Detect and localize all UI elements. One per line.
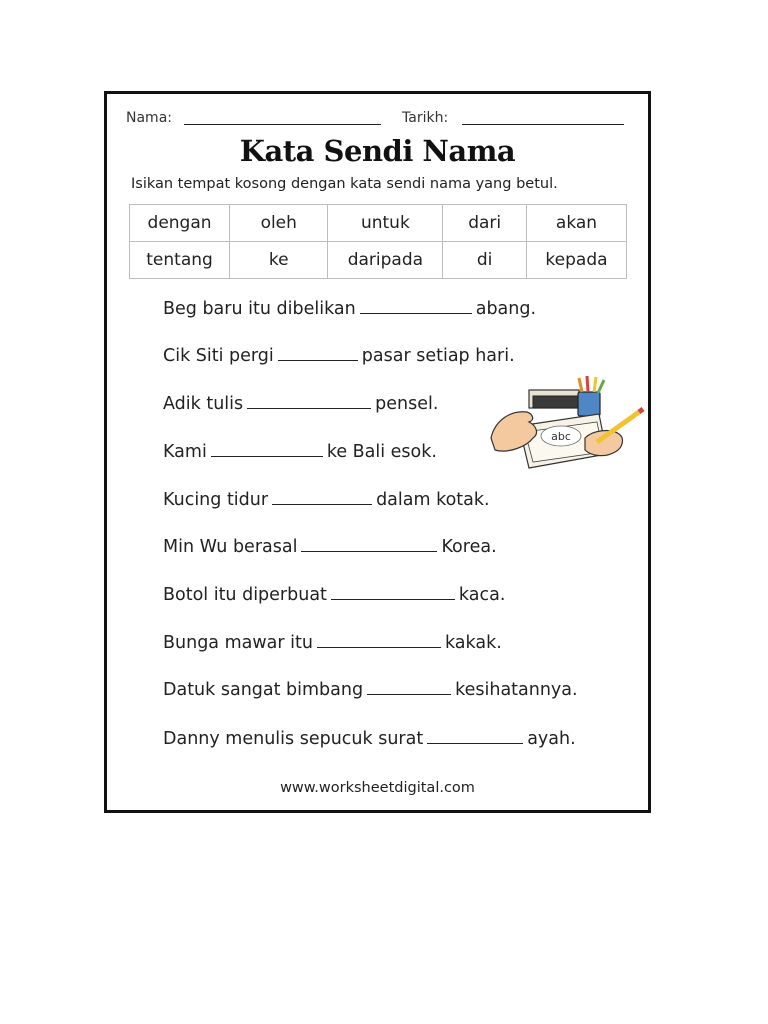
question-text-after: Korea. xyxy=(441,537,497,557)
answer-blank[interactable] xyxy=(427,728,523,744)
page-title: Kata Sendi Nama xyxy=(239,134,516,168)
answer-blank[interactable] xyxy=(211,441,323,457)
question-text-after: abang. xyxy=(475,299,537,319)
answer-blank[interactable] xyxy=(301,536,437,552)
date-label: Tarikh: xyxy=(402,110,449,126)
question-text-before: Min Wu berasal xyxy=(163,537,298,557)
word-bank-cell: dengan xyxy=(130,205,230,242)
word-bank-cell: kepada xyxy=(526,242,626,279)
answer-blank[interactable] xyxy=(272,489,372,505)
question-text-after: dalam kotak. xyxy=(376,490,490,510)
word-bank-cell: daripada xyxy=(328,242,443,279)
pencil-icon xyxy=(587,376,588,392)
answer-blank[interactable] xyxy=(247,393,371,409)
answer-blank[interactable] xyxy=(317,632,441,648)
word-bank-row xyxy=(130,242,627,279)
word-bank-cell: ke xyxy=(230,242,328,279)
question-text-before: Kucing tidur xyxy=(163,490,269,510)
question-text-before: Datuk sangat bimbang xyxy=(163,680,364,700)
answer-blank[interactable] xyxy=(278,345,358,361)
question-text-before: Cik Siti pergi xyxy=(163,346,274,366)
pencil-icon xyxy=(598,380,604,393)
worksheet xyxy=(104,91,651,813)
book-icon xyxy=(533,396,583,408)
answer-blank[interactable] xyxy=(331,584,455,600)
pencil-eraser xyxy=(639,409,643,412)
question-text-after: kesihatannya. xyxy=(455,680,578,700)
question-text-before: Adik tulis xyxy=(163,394,244,414)
word-bank-row xyxy=(130,205,627,242)
word-bank-cell: akan xyxy=(526,205,626,242)
question-text-before: Bunga mawar itu xyxy=(163,633,313,653)
word-bank-cell: tentang xyxy=(130,242,230,279)
word-bank-table xyxy=(129,204,627,279)
word-bank-cell: dari xyxy=(443,205,527,242)
date-line xyxy=(462,124,624,125)
name-line xyxy=(184,124,381,125)
answer-blank[interactable] xyxy=(360,298,472,314)
footer-url: www.worksheetdigital.com xyxy=(280,780,475,796)
question-text-before: Botol itu diperbuat xyxy=(163,585,327,605)
question-text-before: Kami xyxy=(163,442,207,462)
pencil-icon xyxy=(594,377,596,392)
word-bank-cell: oleh xyxy=(230,205,328,242)
header-row xyxy=(126,110,624,130)
question-text-after: pasar setiap hari. xyxy=(361,346,515,366)
question-text-after: kaca. xyxy=(458,585,506,605)
name-label: Nama: xyxy=(126,110,172,126)
question-text-after: ayah. xyxy=(527,729,576,749)
question-text-before: Beg baru itu dibelikan xyxy=(163,299,356,319)
instruction-text: Isikan tempat kosong dengan kata sendi nama yang betul. xyxy=(131,176,558,192)
hands-writing-illustration xyxy=(489,376,647,481)
question-text-after: pensel. xyxy=(375,394,439,414)
word-bank-cell: di xyxy=(443,242,527,279)
illustration-text: abc xyxy=(551,430,571,443)
word-bank-cell: untuk xyxy=(328,205,443,242)
question-text-after: ke Bali esok. xyxy=(326,442,437,462)
question-text-after: kakak. xyxy=(444,633,502,653)
answer-blank[interactable] xyxy=(367,679,451,695)
pencil-cup-icon xyxy=(578,392,600,416)
question-text-before: Danny menulis sepucuk surat xyxy=(163,729,424,749)
